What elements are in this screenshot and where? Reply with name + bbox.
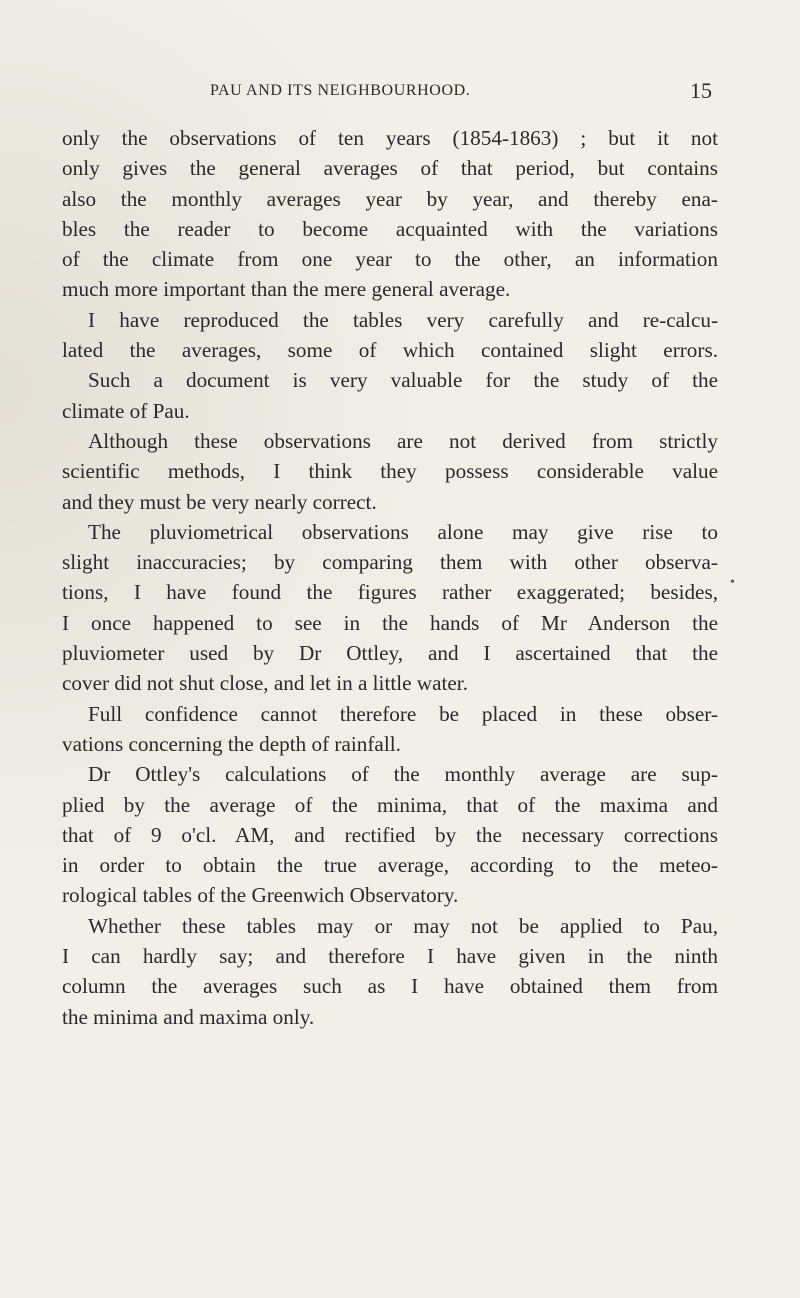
text-line: climate of Pau. — [62, 398, 190, 423]
text-line: Dr Ottley's calculations of the monthly average are sup- — [88, 762, 718, 787]
text-line: Full confidence cannot therefore be placed in these obser- — [88, 701, 718, 726]
text-line: Although these observations are not derived from strictly — [88, 428, 718, 453]
text-line: cover did not shut close, and let in a little water. — [62, 671, 468, 696]
text-line: Whether these tables may or may not be applied to Pau, — [88, 913, 718, 938]
running-head — [0, 78, 800, 108]
text-line: in order to obtain the true average, according to the meteo- — [62, 853, 718, 878]
text-line: the minima and maxima only. — [62, 1004, 315, 1029]
text-line: of the climate from one year to the other, an information — [62, 247, 718, 272]
margin-mark: • — [730, 575, 735, 590]
text-line: I have reproduced the tables very carefully and re-calcu- — [88, 307, 718, 332]
text-line: only the observations of ten years (1854-1863) ; but it not — [62, 126, 718, 150]
text-line: tions, I have found the figures rather exaggerated; besides, — [62, 580, 718, 605]
text-line: only gives the general averages of that period, but contains — [62, 156, 718, 181]
text-line: I can hardly say; and therefore I have given in the ninth — [62, 944, 718, 969]
text-line: Such a document is very valuable for the study of the — [88, 368, 718, 393]
text-line: and they must be very nearly correct. — [62, 489, 377, 514]
text-line: The pluviometrical observations alone may give rise to — [88, 519, 718, 544]
text-line: also the monthly averages year by year, and thereby ena- — [62, 186, 718, 211]
text-line: much more important than the mere general average. — [62, 277, 511, 302]
text-line: that of 9 o'cl. AM, and rectified by the necessary corrections — [62, 822, 718, 847]
text-line: pluviometer used by Dr Ottley, and I ascertained that the — [62, 641, 718, 666]
text-line: plied by the average of the minima, that of the maxima and — [62, 792, 718, 817]
text-line: bles the reader to become acquainted with the variations — [62, 216, 718, 241]
text-line: scientific methods, I think they possess considerable value — [62, 459, 718, 484]
text-line: column the averages such as I have obtained them from — [62, 974, 718, 999]
page-number: 15 — [690, 78, 712, 103]
text-line: vations concerning the depth of rainfall. — [62, 731, 401, 756]
text-line: slight inaccuracies; by comparing them with other observa- — [62, 550, 718, 575]
text-line: lated the averages, some of which contained slight errors. — [62, 338, 718, 363]
text-line: rological tables of the Greenwich Observatory. — [62, 883, 459, 908]
text-line: I once happened to see in the hands of Mr Anderson the — [62, 610, 718, 635]
running-head-title: PAU AND ITS NEIGHBOURHOOD. — [210, 82, 471, 99]
body-text — [62, 123, 718, 1032]
